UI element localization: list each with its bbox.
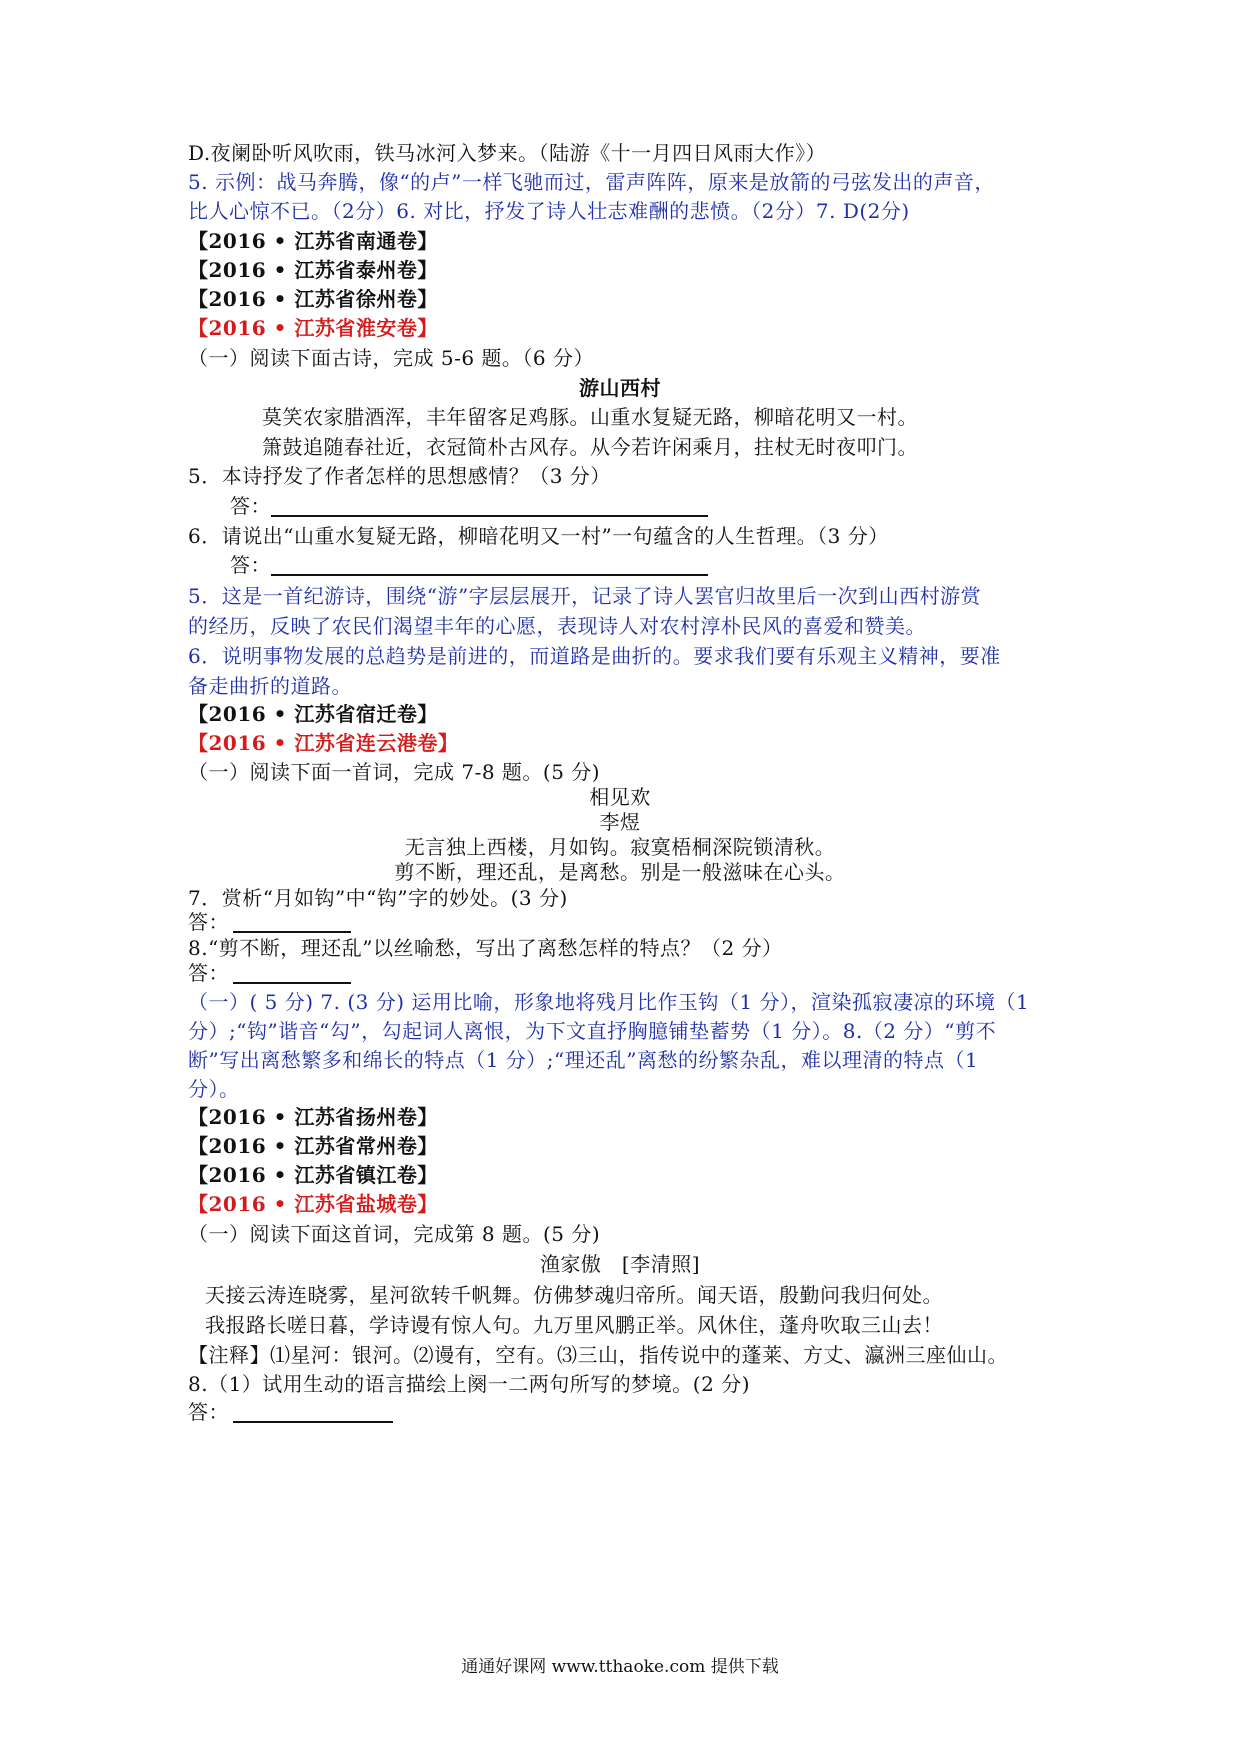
answer-7-8: 断”写出离愁繁多和绵长的特点（1 分）;“理还乱”离愁的纷繁杂乱，难以理清的特点（1 [188,1048,979,1072]
poem-line: 剪不断，理还乱，是离愁。别是一般滋味在心头。 [394,860,846,884]
poem-title: 相见欢 [589,785,651,809]
question-6: 6．请说出“山重水复疑无路，柳暗花明又一村”一句蕴含的人生哲理。（3 分） [188,524,889,548]
poem-author: 李煜 [599,810,641,834]
poem-title: 游山西村 [579,376,661,400]
section-heading-yangzhou: 【2016 • 江苏省扬州卷】 [188,1105,438,1129]
section-heading-suqian: 【2016 • 江苏省宿迁卷】 [188,702,438,726]
section-heading-yancheng: 【2016 • 江苏省盐城卷】 [188,1192,438,1216]
answer-7-8: （一）( 5 分) 7. (3 分) 运用比喻，形象地将残月比作玉钩（1 分），渲染孤寂凄凉的环境（1 [188,990,1030,1014]
answer-7-8: 分）;“钩”谐音“勾”，勾起词人离恨，为下文直抒胸臆铺垫蓄势（1 分）。8.（2 分）“剪不 [188,1019,997,1043]
section-heading-taizhou: 【2016 • 江苏省泰州卷】 [188,258,438,282]
answer-label: 答： [188,1400,229,1424]
page-footer: 通通好课网 www.tthaoke.com 提供下载 [461,1657,779,1677]
poem-title: 渔家傲 [李清照] [539,1252,701,1276]
poem-line: 我报路长嗟日暮，学诗谩有惊人句。九万里风鹏正举。风休住，蓬舟吹取三山去！ [205,1313,943,1337]
answer-line: 比人心惊不已。（2分）6. 对比，抒发了诗人壮志难酬的悲愤。（2分）7. D(2分) [188,199,910,223]
answer-blank[interactable] [233,909,351,933]
option-d-line: D.夜阑卧听风吹雨，铁马冰河入梦来。（陆游《十一月四日风雨大作》） [188,141,827,165]
reading-instruction: （一）阅读下面一首词，完成 7-8 题。(5 分) [188,760,601,784]
answer-label: 答： [188,961,229,985]
answer-blank-row [230,549,708,582]
question-5: 5．本诗抒发了作者怎样的思想感情？（3 分） [188,464,611,488]
reading-instruction: （一）阅读下面古诗，完成 5-6 题。（6 分） [188,346,595,370]
answer-blank[interactable] [233,960,351,984]
answer-blank-row [188,1396,393,1429]
poem-notes: 【注释】⑴星河：银河。⑵谩有，空有。⑶三山，指传说中的蓬莱、方丈、瀛洲三座仙山。 [188,1343,1008,1367]
section-heading-changzhou: 【2016 • 江苏省常州卷】 [188,1134,438,1158]
answer-blank[interactable] [271,493,708,517]
answer-label: 答： [230,494,271,518]
section-heading-huaian: 【2016 • 江苏省淮安卷】 [188,316,438,340]
question-7: 7．赏析“月如钩”中“钩”字的妙处。(3 分) [188,886,568,910]
question-8-1: 8.（1）试用生动的语言描绘上阕一二两句所写的梦境。(2 分) [188,1372,750,1396]
answer-label: 答： [230,553,271,577]
section-heading-nantong: 【2016 • 江苏省南通卷】 [188,229,438,253]
answer-6: 6．说明事物发展的总趋势是前进的，而道路是曲折的。要求我们要有乐观主义精神，要准 [188,644,1001,668]
answer-6: 备走曲折的道路。 [188,674,352,698]
answer-blank[interactable] [271,552,708,576]
answer-7-8: 分）。 [188,1077,240,1101]
poem-line: 莫笑农家腊酒浑，丰年留客足鸡豚。山重水复疑无路，柳暗花明又一村。 [262,405,918,429]
section-heading-lianyungang: 【2016 • 江苏省连云港卷】 [188,731,459,755]
section-heading-zhenjiang: 【2016 • 江苏省镇江卷】 [188,1163,438,1187]
poem-line: 天接云涛连晓雾，星河欲转千帆舞。仿佛梦魂归帝所。闻天语，殷勤问我归何处。 [205,1283,943,1307]
answer-5: 的经历，反映了农民们渴望丰年的心愿，表现诗人对农村淳朴民风的喜爱和赞美。 [188,614,926,638]
question-8: 8.“剪不断，理还乱”以丝喻愁，写出了离愁怎样的特点？（2 分） [188,936,783,960]
answer-blank-row [230,490,708,523]
poem-line: 箫鼓追随春社近，衣冠简朴古风存。从今若许闲乘月，拄杖无时夜叩门。 [262,435,918,459]
answer-blank[interactable] [233,1399,393,1423]
poem-line: 无言独上西楼，月如钩。寂寞梧桐深院锁清秋。 [404,835,836,859]
answer-line: 5. 示例：战马奔腾，像“的卢”一样飞驰而过，雷声阵阵，原来是放箭的弓弦发出的声音， [188,170,995,194]
answer-label: 答： [188,910,229,934]
reading-instruction: （一）阅读下面这首词，完成第 8 题。(5 分) [188,1222,601,1246]
answer-5: 5．这是一首纪游诗，围绕“游”字层层展开，记录了诗人罢官归故里后一次到山西村游赏 [188,584,982,608]
section-heading-xuzhou: 【2016 • 江苏省徐州卷】 [188,287,438,311]
